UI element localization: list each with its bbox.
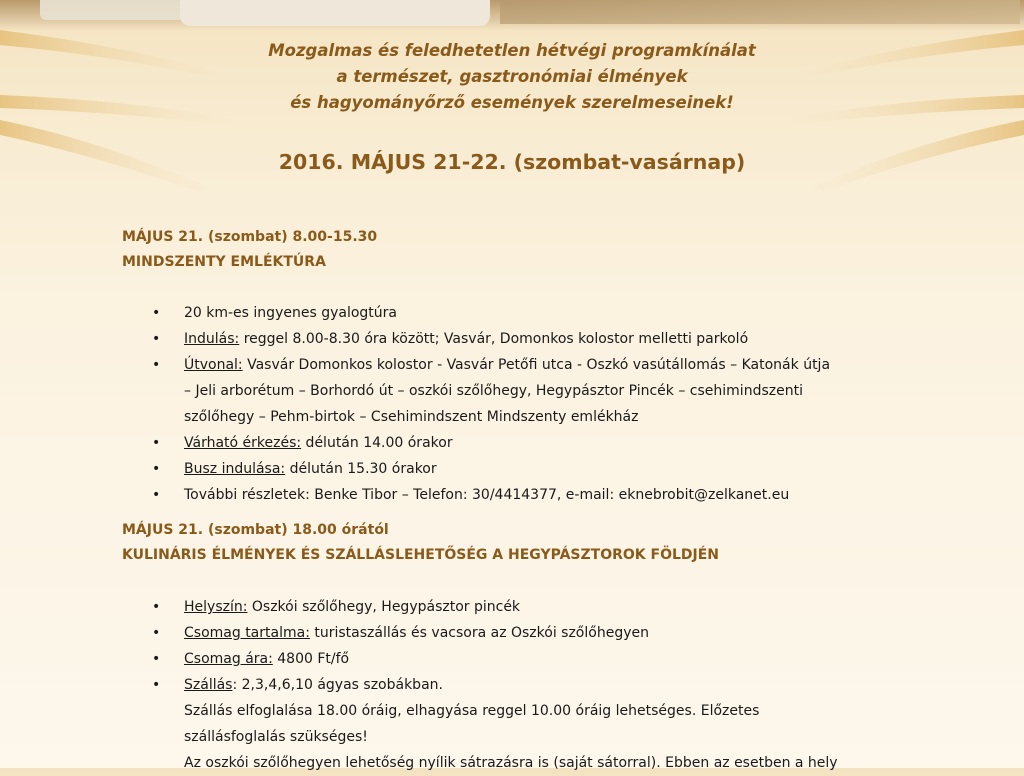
tagline-line: a természet, gasztronómiai élmények (336, 67, 688, 86)
list-item-continued: szőlőhegy – Pehm-birtok – Csehimindszent Mindszenty emlékház (184, 409, 639, 425)
list-item: • Várható érkezés: délután 14.00 órakor (122, 430, 922, 456)
list-item: • 20 km-es ingyenes gyalogtúra (122, 300, 922, 326)
list-item-continued: szállásfoglalás szükséges! (184, 729, 368, 745)
list-item: • Szállás: 2,3,4,6,10 ágyas szobákban. (122, 672, 922, 698)
list-item: • Csomag ára: 4800 Ft/fő (122, 646, 922, 672)
header-photo-strip (0, 0, 1024, 30)
tagline (0, 38, 1024, 116)
list-item-continued: Az oszkói szőlőhegyen lehetőség nyílik sátrazásra is (saját sátorral). Ebben az esetben a hely (184, 755, 838, 771)
building-wall (180, 0, 490, 26)
list-item: • Indulás: reggel 8.00-8.30 óra között; Vasvár, Domonkos kolostor melletti parkoló (122, 326, 922, 352)
section1-title: MINDSZENTY EMLÉKTÚRA (122, 254, 326, 270)
tagline-line: Mozgalmas és feledhetetlen hétvégi programkínálat (268, 41, 756, 60)
list-item: • Útvonal: Vasvár Domonkos kolostor - Vasvár Petőfi utca - Oszkó vasútállomás – Katonák útja (122, 352, 922, 378)
list-item-continued: Szállás elfoglalása 18.00 óráig, elhagyása reggel 10.00 óráig lehetséges. Előzetes (184, 703, 760, 719)
section2-heading (122, 518, 719, 568)
photo-shadow (500, 0, 1020, 24)
list-item-continued: – Jeli arborétum – Borhordó út – oszkói szőlőhegy, Hegypásztor Pincék – csehimindszenti (184, 383, 803, 399)
section1-heading (122, 225, 377, 275)
list-item: • További részletek: Benke Tibor – Telefon: 30/4414377, e-mail: eknebrobit@zelkanet.eu (122, 482, 922, 508)
section1-list (122, 300, 922, 508)
section2-time: MÁJUS 21. (szombat) 18.00 órától (122, 522, 389, 538)
event-date: 2016. MÁJUS 21-22. (szombat-vasárnap) (278, 150, 746, 174)
section1-time: MÁJUS 21. (szombat) 8.00-15.30 (122, 229, 378, 245)
list-item: • Busz indulása: délután 15.30 órakor (122, 456, 922, 482)
tagline-line: és hagyományőrző események szerelmeseinek! (290, 93, 734, 112)
section2-title: KULINÁRIS ÉLMÉNYEK ÉS SZÁLLÁSLEHETŐSÉG A HEGYPÁSZTOROK FÖLDJÉN (122, 547, 720, 563)
list-item: • Helyszín: Oszkói szőlőhegy, Hegypásztor pincék (122, 594, 922, 620)
section2-list (122, 594, 922, 776)
list-item: • Csomag tartalma: turistaszállás és vacsora az Oszkói szőlőhegyen (122, 620, 922, 646)
